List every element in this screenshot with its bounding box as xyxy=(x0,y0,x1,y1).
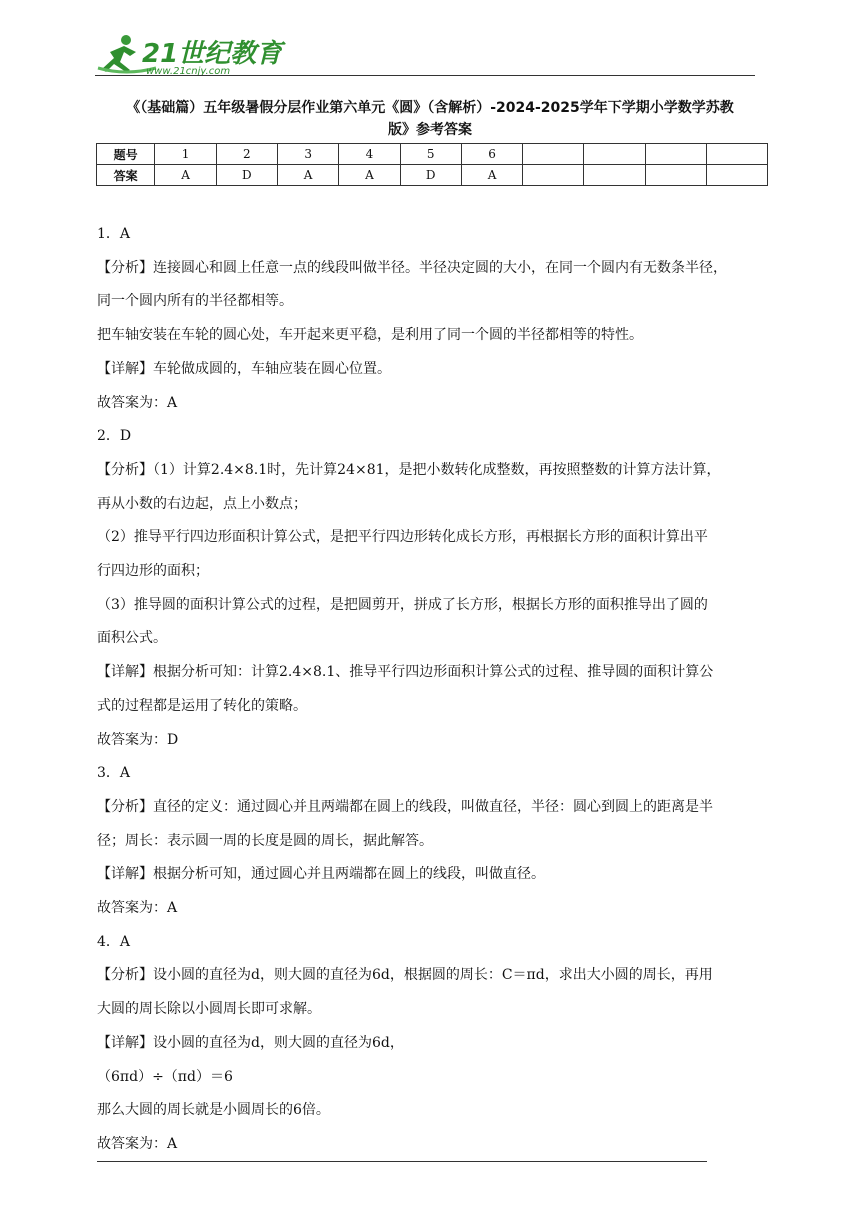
table-cell: A xyxy=(155,165,216,186)
text-line: 【分析】设小圆的直径为d，则大圆的直径为6d，根据圆的周长：C＝πd，求出大小圆的周长，再用 xyxy=(97,967,713,984)
table-cell: A xyxy=(277,165,338,186)
footer-rule xyxy=(97,1161,707,1162)
table-cell xyxy=(523,144,584,165)
text-line: 故答案为：A xyxy=(97,1135,178,1152)
text-line: 1．A xyxy=(97,226,131,242)
table-cell xyxy=(645,165,706,186)
title-line-1: 《（基础篇）五年级暑假分层作业第六单元《圆》（含解析）-2024-2025学年下学期小学数学苏教 xyxy=(126,100,734,116)
text-line: 【分析】直径的定义：通过圆心并且两端都在圆上的线段，叫做直径，半径：圆心到圆上的距离是半 xyxy=(97,798,713,815)
text-line: 行四边形的面积； xyxy=(97,563,209,580)
text-line: 3．A xyxy=(97,765,131,782)
text-line: 2．D xyxy=(97,428,132,445)
document-title xyxy=(95,97,765,141)
table-cell: A xyxy=(339,165,400,186)
text-line: 【详解】车轮做成圆的，车轴应装在圆心位置。 xyxy=(97,360,391,377)
table-cell: D xyxy=(216,165,277,186)
text-line: 【详解】根据分析可知：计算2.4×8.1、推导平行四边形面积计算公式的过程、推导圆的面积计算公 xyxy=(97,664,714,681)
text-line: 【分析】（1）计算2.4×8.1时，先计算24×81，是把小数转化成整数，再按照整数的计算方法计算， xyxy=(97,461,721,478)
table-cell xyxy=(584,144,645,165)
table-cell: 4 xyxy=(339,144,400,165)
table-cell: 1 xyxy=(155,144,216,165)
logo-text: 21世纪教育 xyxy=(142,39,283,69)
text-line: 故答案为：D xyxy=(97,731,179,748)
text-line: 【分析】连接圆心和圆上任意一点的线段叫做半径。半径决定圆的大小，在同一个圆内有无数条半径， xyxy=(97,259,727,276)
table-cell xyxy=(584,165,645,186)
table-cell xyxy=(706,144,767,165)
page-header xyxy=(90,28,760,78)
table-cell xyxy=(706,165,767,186)
answer-body xyxy=(97,218,769,1162)
text-line: 大圆的周长除以小圆周长即可求解。 xyxy=(97,1001,321,1018)
logo-21cnjy xyxy=(96,32,356,76)
text-line: 故答案为：A xyxy=(97,900,178,917)
text-line: 【详解】根据分析可知，通过圆心并且两端都在圆上的线段，叫做直径。 xyxy=(97,866,545,883)
text-line: 【详解】设小圆的直径为d，则大圆的直径为6d， xyxy=(97,1034,404,1051)
table-cell: 5 xyxy=(400,144,461,165)
text-line: （2）推导平行四边形面积计算公式，是把平行四边形转化成长方形，再根据长方形的面积计算出平 xyxy=(97,529,708,546)
text-line: （6πd）÷（πd）＝6 xyxy=(97,1068,233,1085)
table-row-numbers xyxy=(97,144,768,165)
table-cell: D xyxy=(400,165,461,186)
logo-url-text: www.21cnjy.com xyxy=(146,66,231,76)
table-cell: A xyxy=(461,165,522,186)
text-line: 面积公式。 xyxy=(97,630,167,647)
title-line-2: 版》参考答案 xyxy=(388,122,472,138)
text-line: 同一个圆内所有的半径都相等。 xyxy=(97,293,293,310)
table-cell xyxy=(523,165,584,186)
text-line: （3）推导圆的面积计算公式的过程，是把圆剪开，拼成了长方形，根据长方形的面积推导出了圆的 xyxy=(97,596,708,613)
table-row-answers xyxy=(97,165,768,186)
text-line: 式的过程都是运用了转化的策略。 xyxy=(97,697,307,714)
text-line: 故答案为：A xyxy=(97,394,178,411)
answer-table xyxy=(96,143,768,186)
text-line: 那么大圆的周长就是小圆周长的6倍。 xyxy=(97,1102,330,1119)
table-cell: 3 xyxy=(277,144,338,165)
header-rule xyxy=(95,75,755,76)
table-cell: 6 xyxy=(461,144,522,165)
table-cell xyxy=(645,144,706,165)
text-line: 4．A xyxy=(97,933,131,950)
text-line: 把车轴安装在车轮的圆心处，车开起来更平稳，是利用了同一个圆的半径都相等的特性。 xyxy=(97,327,643,344)
table-cell: 2 xyxy=(216,144,277,165)
table-header-answer: 答案 xyxy=(97,165,155,186)
text-line: 径；周长：表示圆一周的长度是圆的周长，据此解答。 xyxy=(97,832,433,849)
table-header-number: 题号 xyxy=(97,144,155,165)
text-line: 再从小数的右边起，点上小数点； xyxy=(97,495,307,512)
